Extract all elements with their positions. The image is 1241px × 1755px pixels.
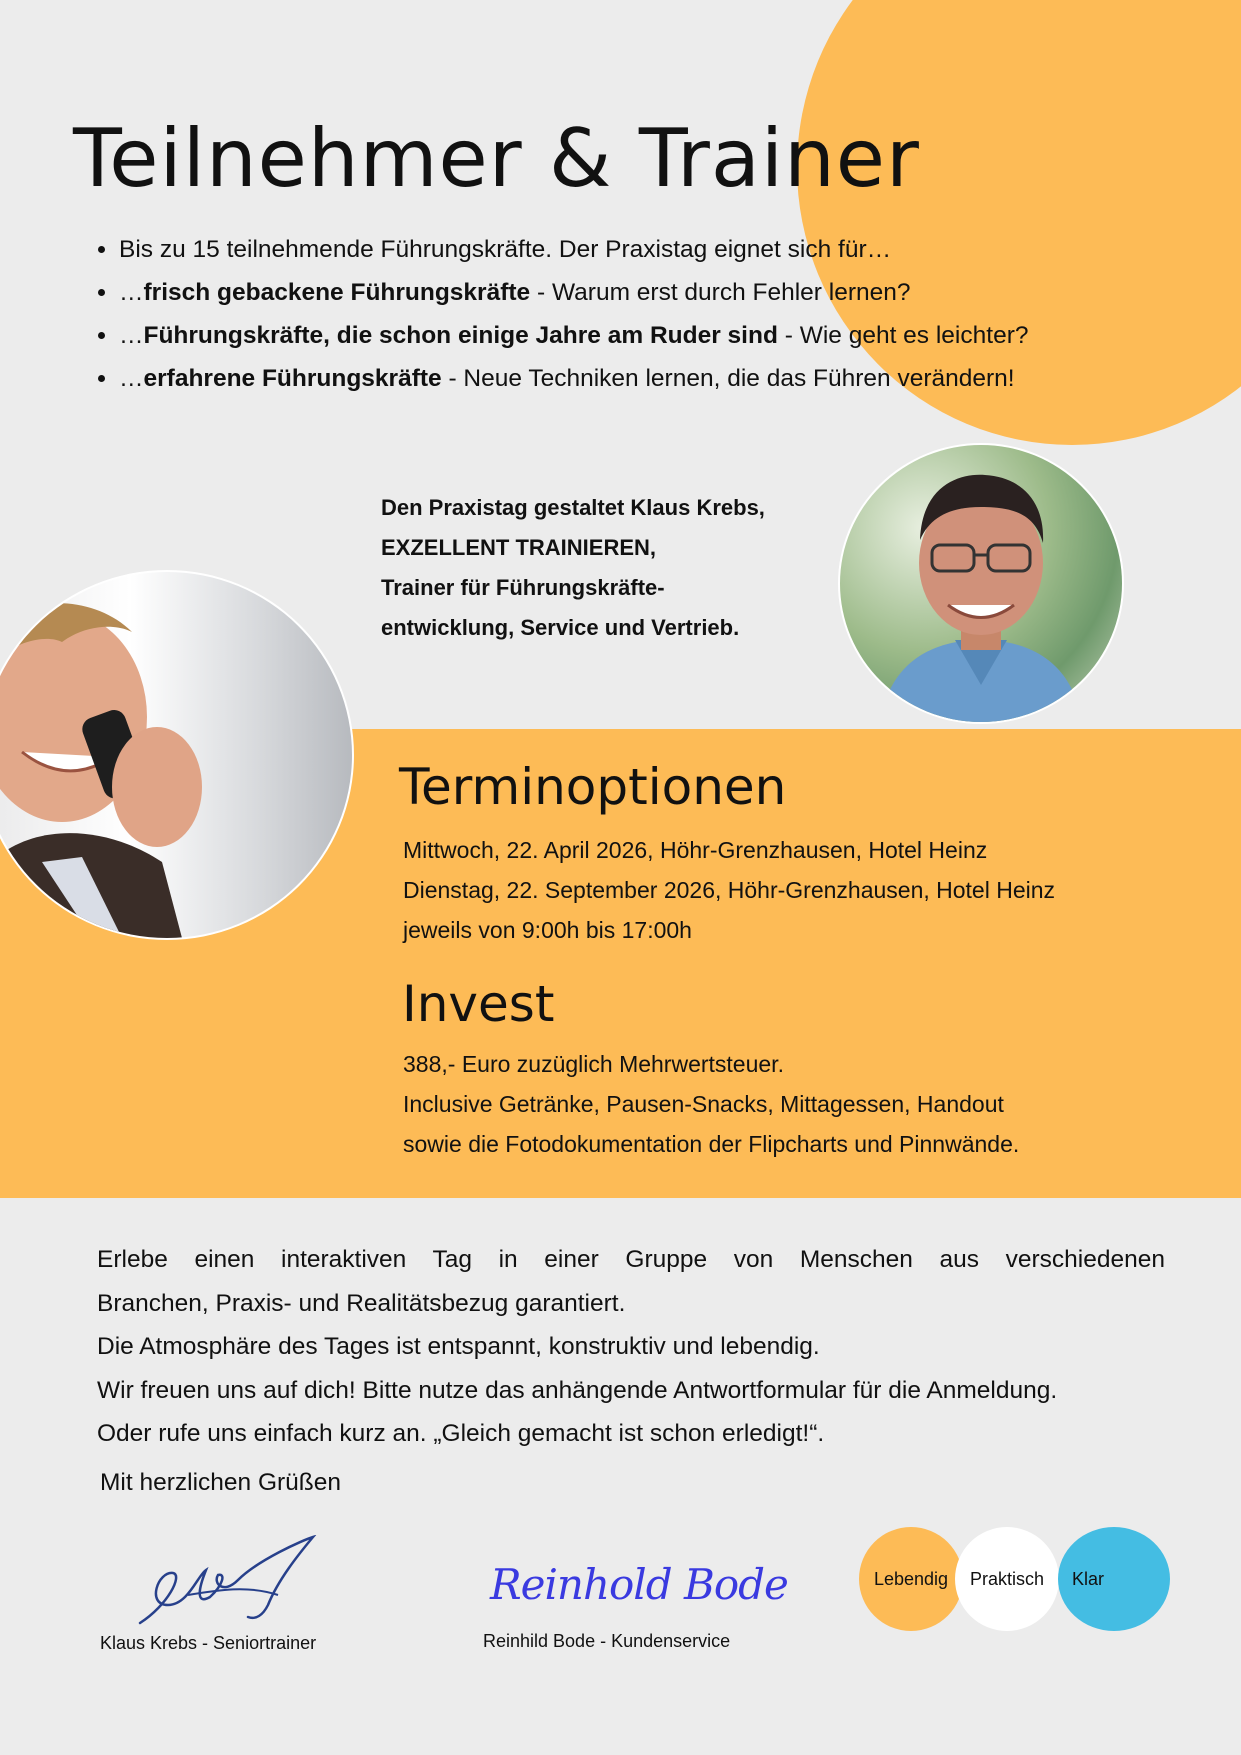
list-item: • Bis zu 15 teilnehmende Führungskräfte. Der Praxistag eignet sich für… (119, 228, 1241, 271)
termine-heading: Terminoptionen (399, 758, 787, 816)
invest-heading: Invest (402, 975, 555, 1033)
signature-reinhild-bode: Reinhold Bode (490, 1560, 788, 1609)
invest-details: 388,- Euro zuzüglich Mehrwertsteuer. Inclusive Getränke, Pausen-Snacks, Mittagessen, Handout sowie die Fotodokumentation der Flipcharts und Pinnwände. (403, 1051, 1020, 1157)
trainer-intro: Den Praxistag gestaltet Klaus Krebs, EXZELLENT TRAINIEREN, Trainer für Führungskräfte- entwicklung, Service und Vertrieb. (381, 495, 765, 640)
list-item: • …erfahrene Führungskräfte - Neue Techniken lernen, die das Führen verändern! (119, 357, 1241, 400)
value-badge-praktisch: Praktisch (955, 1527, 1059, 1631)
list-item: • …Führungskräfte, die schon einige Jahre am Ruder sind - Wie geht es leichter? (119, 314, 1241, 357)
participant-list (95, 228, 1241, 400)
signature-name: Klaus Krebs - Seniortrainer (100, 1633, 317, 1653)
greeting: Mit herzlichen Grüßen (100, 1469, 342, 1496)
page-title: Teilnehmer & Trainer (73, 112, 920, 205)
trainer-portrait-illustration (840, 445, 1122, 722)
termine-details: Mittwoch, 22. April 2026, Höhr-Grenzhausen, Hotel Heinz Dienstag, 22. September 2026, Höhr-Grenzhausen, Hotel Heinz jeweils von 9:00h bis 17:00h (403, 837, 1056, 943)
value-badge-klar: Klar (1058, 1527, 1170, 1631)
list-item: • …frisch gebackene Führungskräfte - Warum erst durch Fehler lernen? (119, 271, 1241, 314)
closing-text: Erlebe einen interaktiven Tag in einer Gruppe von Menschen aus verschiedenen Branchen, Praxis- und Realitätsbezug garantiert. Die Atmosphäre des Tages ist entspannt, konstruktiv und lebendig. Wir freuen uns auf dich! Bitte nutze das anhängende Antwortformular für die Anmeldung. Oder rufe uns einfach kurz an. „Gleich gemacht ist schon erledigt!“. (97, 1246, 1165, 1447)
trainer-photo (838, 443, 1124, 724)
signature-name: Reinhild Bode - Kundenservice (483, 1631, 731, 1651)
signature-klaus-krebs (128, 1535, 328, 1635)
value-badge-lebendig: Lebendig (859, 1527, 963, 1631)
phone-call-illustration (0, 572, 352, 938)
